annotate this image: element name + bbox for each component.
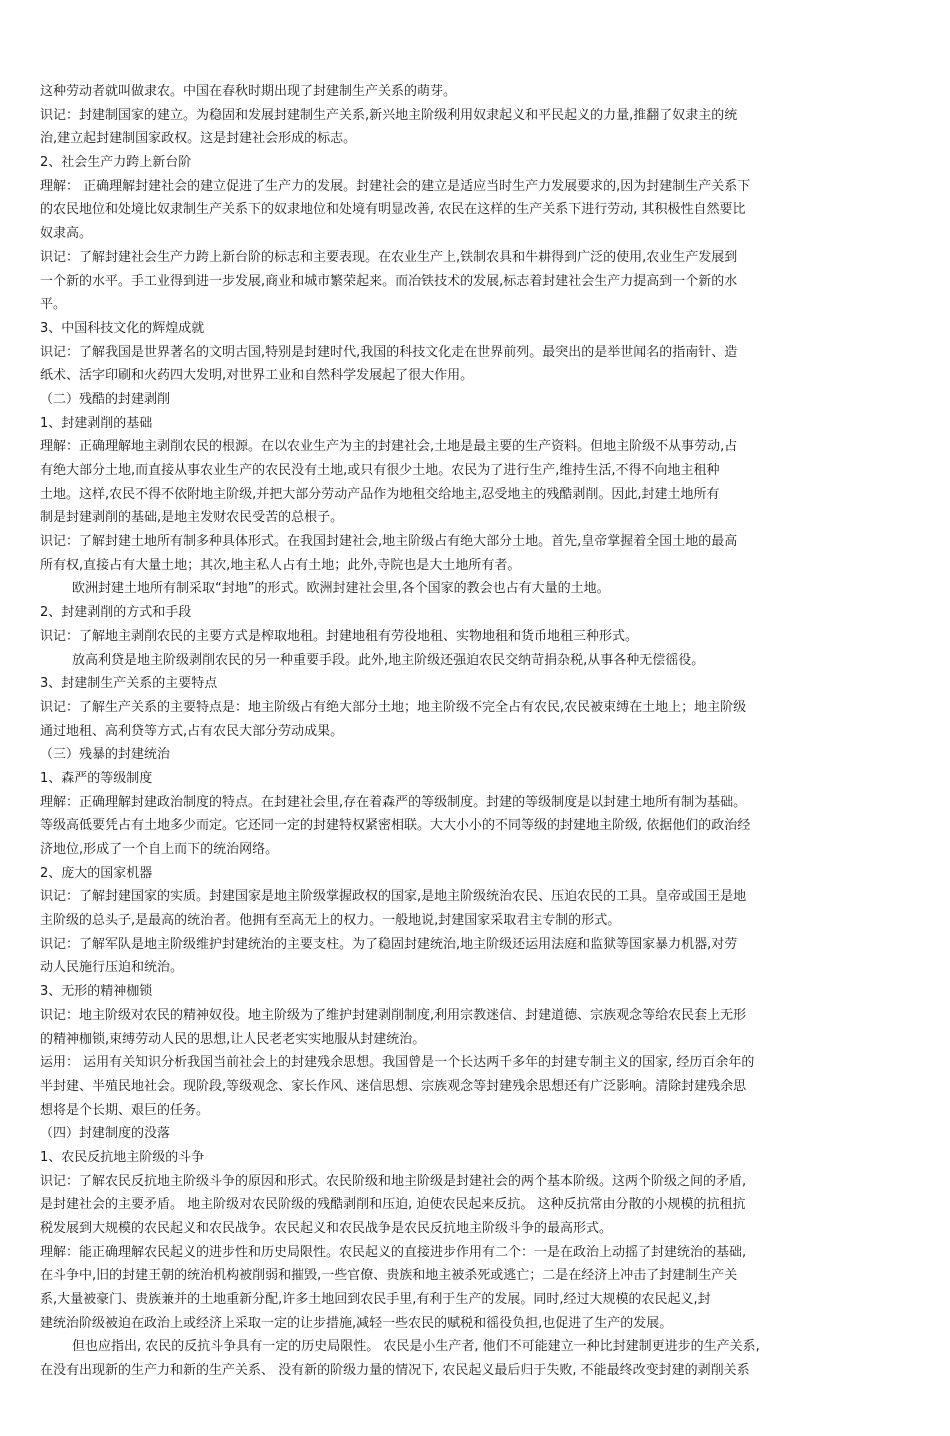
text-line: 3、无形的精神枷锁 xyxy=(40,984,153,1000)
text-line: 等级高低要凭占有土地多少而定。它还同一定的封建特权紧密相联。大大小小的不同等级的封建地主阶级, 依据他们的政治经 xyxy=(40,818,751,834)
text-line: 制是封建剥削的基础,是地主发财农民受苦的总根子。 xyxy=(40,510,344,526)
text-line: 的精神枷锁,束缚劳动人民的思想,让人民老老实实地服从封建统治。 xyxy=(40,1031,426,1047)
text-line: 但也应指出, 农民的反抗斗争具有一定的历史局限性。 农民是小生产者, 他们不可能建立一种比封建制更进步的生产关系, xyxy=(72,1339,760,1355)
text-line: 识记：了解封建国家的实质。封建国家是地主阶级掌握政权的国家,是地主阶级统治农民、压迫农民的工具。皇帝或国王是地 xyxy=(40,889,747,905)
text-line: 1、森严的等级制度 xyxy=(40,770,153,786)
text-line: 2、庞大的国家机器 xyxy=(40,865,153,881)
text-line: 这种劳动者就叫做隶农。中国在春秋时期出现了封建制生产关系的萌芽。 xyxy=(40,84,457,99)
text-line: 在斗争中,旧的封建王朝的统治机构被削弱和摧毁,一些官僚、贵族和地主被杀死或逃亡；二是在经济上冲击了封建制生产关 xyxy=(40,1268,738,1284)
text-line: 平。 xyxy=(40,297,67,313)
text-line: 想将是个长期、艰巨的任务。 xyxy=(40,1102,210,1118)
text-line: 理解： 正确理解封建社会的建立促进了生产力的发展。封建社会的建立是适应当时生产力发展要求的,因为封建制生产关系下 xyxy=(40,178,751,194)
text-line: 治,建立起封建制国家政权。这是封建社会形成的标志。 xyxy=(40,131,357,147)
text-line: 济地位,形成了一个自上而下的统治网络。 xyxy=(40,842,279,857)
text-line: 主阶级的总头子,是最高的统治者。他拥有至高无上的权力。一般地说,封建国家采取君主专制的形式。 xyxy=(40,913,621,929)
text-line: 识记：了解地主剥削农民的主要方式是榨取地租。封建地租有劳役地租、实物地租和货币地租三种形式。 xyxy=(40,628,639,644)
text-line: 纸术、活字印刷和火药四大发明,对世界工业和自然科学发展起了很大作用。 xyxy=(40,368,474,384)
text-line: 是封建社会的主要矛盾。 地主阶级对农民阶级的残酷剥削和压迫, 迫使农民起来反抗。 这种反抗常由分散的小规模的抗租抗 xyxy=(40,1197,746,1213)
text-line: （四）封建制度的没落 xyxy=(40,1126,171,1142)
text-line: 识记：地主阶级对农民的精神奴役。地主阶级为了维护封建剥削制度,利用宗教迷信、封建道德、宗族观念等给农民套上无形 xyxy=(40,1007,747,1023)
text-line: 动人民施行压迫和统治。 xyxy=(40,960,184,976)
text-line: 3、封建制生产关系的主要特点 xyxy=(40,676,218,692)
text-line: 土地。这样,农民不得不依附地主阶级,并把大部分劳动产品作为地租交给地主,忍受地主的残酷剥削。因此,封建土地所有 xyxy=(40,486,720,502)
text-line: 理解：能正确理解农民起义的进步性和历史局限性。农民起义的直接进步作用有二个：一是在政治上动摇了封建统治的基础, xyxy=(40,1244,747,1260)
text-line: 所有权,直接占有大量土地；其次,地主私人占有土地；此外,寺院也是大土地所有者。 xyxy=(40,557,521,573)
text-line: 识记：了解我国是世界著名的文明古国,特别是封建时代,我国的科技文化走在世界前列。最突出的是举世闻名的指南针、造 xyxy=(40,344,738,360)
text-line: 识记：了解生产关系的主要特点是：地主阶级占有绝大部分土地；地主阶级不完全占有农民,农民被束缚在土地上；地主阶级 xyxy=(40,699,747,715)
text-line: 奴隶高。 xyxy=(40,226,93,242)
text-line: 识记：封建制国家的建立。为稳固和发展封建制生产关系,新兴地主阶级利用奴隶起义和平民起义的力量,推翻了奴隶主的统 xyxy=(40,107,738,123)
text-line: 税发展到大规模的农民起义和农民战争。农民起义和农民战争是农民反抗地主阶级斗争的最高形式。 xyxy=(40,1221,613,1236)
text-line: 识记：了解农民反抗地主阶级斗争的原因和形式。农民阶级和地主阶级是封建社会的两个基本阶级。这两个阶级之间的矛盾, xyxy=(40,1173,747,1189)
text-line: 2、社会生产力跨上新台阶 xyxy=(40,155,192,171)
text-line: 识记：了解军队是地主阶级维护封建统治的主要支柱。为了稳固封建统治,地主阶级还运用法庭和监狱等国家暴力机器,对劳 xyxy=(40,936,738,952)
text-line: 一个新的水平。手工业得到进一步发展,商业和城市繁荣起来。而冶铁技术的发展,标志着封建社会生产力提高到一个新的水 xyxy=(40,273,738,289)
text-line: 理解：正确理解封建政治制度的特点。在封建社会里,存在着森严的等级制度。封建的等级制度是以封建土地所有制为基础。 xyxy=(40,794,747,810)
text-line: 系,大量被豪门、贵族兼并的土地重新分配,许多土地回到农民手里,有利于生产的发展。同时,经过大规模的农民起义,封 xyxy=(40,1292,711,1308)
text-line: 在没有出现新的生产力和新的生产关系、 没有新的阶级力量的情况下, 农民起义最后归于失败, 不能最终改变封建的剥削关系 xyxy=(40,1363,750,1379)
text-line: 3、中国科技文化的辉煌成就 xyxy=(40,320,205,336)
text-line: 欧洲封建土地所有制采取“封地”的形式。欧洲封建社会里,各个国家的教会也占有大量的土地。 xyxy=(72,581,610,597)
text-line: 运用： 运用有关知识分析我国当前社会上的封建残余思想。我国曾是一个长达两千多年的封建专制主义的国家, 经历百余年的 xyxy=(40,1055,755,1071)
text-line: 通过地租、高利贷等方式,占有农民大部分劳动成果。 xyxy=(40,723,344,739)
text-line: 建统治阶级被迫在政治上或经济上采取一定的让步措施,减轻一些农民的赋税和徭役负担,也促进了生产的发展。 xyxy=(40,1315,673,1331)
text-line: 识记：了解封建土地所有制多种具体形式。在我国封建社会,地主阶级占有绝大部分土地。首先,皇帝掌握着全国土地的最高 xyxy=(40,534,738,550)
text-line: （二）残酷的封建剥削 xyxy=(40,391,171,407)
text-line: 1、农民反抗地主阶级的斗争 xyxy=(40,1149,205,1165)
text-line: 有绝大部分土地,而直接从事农业生产的农民没有土地,或只有很少土地。农民为了进行生产,维持生活,不得不向地主租种 xyxy=(40,463,720,478)
text-line: （三）残暴的封建统治 xyxy=(40,747,171,763)
text-line: 识记：了解封建社会生产力跨上新台阶的标志和主要表现。在农业生产上,铁制农具和牛耕得到广泛的使用,农业生产发展到 xyxy=(40,249,738,265)
text-line: 2、封建剥削的方式和手段 xyxy=(40,605,192,621)
text-line: 理解：正确理解地主剥削农民的根源。在以农业生产为主的封建社会,土地是最主要的生产资料。但地主阶级不从事劳动,占 xyxy=(40,439,738,455)
text-line: 放高利贷是地主阶级剥削农民的另一种重要手段。此外,地主阶级还强迫农民交纳苛捐杂税,从事各种无偿徭役。 xyxy=(72,652,705,668)
text-line: 半封建、半殖民地社会。现阶段,等级观念、家长作风、迷信思想、宗族观念等封建残余思想还有广泛影响。清除封建残余思 xyxy=(40,1078,747,1094)
text-line: 1、封建剥削的基础 xyxy=(40,415,153,431)
text-line: 的农民地位和处境比奴隶制生产关系下的奴隶地位和处境有明显改善, 农民在这样的生产关系下进行劳动, 其积极性自然要比 xyxy=(40,202,746,218)
